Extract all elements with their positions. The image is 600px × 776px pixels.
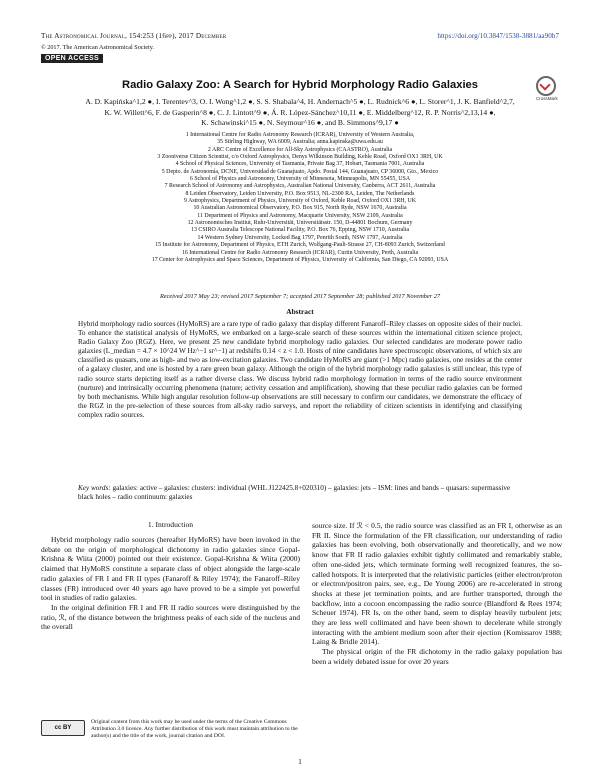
affiliation: 7 Research School of Astronomy and Astrophysics, Australian National University, Canberra, ACT 2611, Australia [164,183,436,190]
paragraph: The physical origin of the FR dichotomy in the radio galaxy population has been a widely debated issue for over 20 years [312,647,562,666]
affiliation: 1 International Centre for Radio Astronomy Research (ICRAR), University of Western Australia, [185,132,415,138]
affiliation: 10 Australian Astronomical Observatory, P.O. Box 915, North Ryde, NSW 1670, Australia [193,205,407,212]
paper-title: Radio Galaxy Zoo: A Search for Hybrid Morphology Radio Galaxies [122,79,478,91]
abstract-text: Hybrid morphology radio sources (HyMoRS) are a rare type of radio galaxy that display different Fanaroff–Riley classes on opposite sides of their nuclei. To enhance the statistical analysis of HyMoRS, we embarked on a large-scale search of these sources within the international citizen science project, Radio Galaxy Zoo (RGZ). Here, we present 25 new candidate hybrid morphology radio galaxies. Our selected candidates are moderate power radio galaxies (L_median = 4.7 × 10^24 W Hz^−1 sr^−1) at redshifts 0.14 < z < 1.0. Hosts of nine candidates have spectroscopic observations, of which six are classified as quasars, one as high- and two as low-excitation galaxies. Two candidate HyMoRS are giant (>1 Mpc) radio galaxies, one resides at the center of a galaxy cluster, and one is hosted by a rare green bean galaxy. Although the origin of the hybrid morphology radio galaxies is still unclear, this type of radio source starts depicting itself as a rather diverse class. We discuss hybrid radio morphology formation in terms of the radio source environment (nurture) and intrinsically occurring phenomena (nature; activity cessation and amplification), showing that these peculiar radio galaxies can be formed by both mechanisms. While high angular resolution follow-up observations are still necessary to confirm our candidates, we demonstrate the efficacy of the RGZ in the pre-selection of these sources from all-sky radio surveys, and report the reliability of citizen scientists in identifying and classifying complex radio sources. [78,320,522,419]
license-text: Original content from this work may be used under the terms of the Creative Commons Attribution 3.0 licence. Any further distribution of this work must maintain attribution to the author(s) and the title of the work, journal citation and DOI. [91,719,298,739]
doi-text[interactable]: https://doi.org/10.3847/1538-3881/aa90b7 [437,32,559,40]
affiliation: 15 Institute for Astronomy, Department of Physics, ETH Zurich, Wolfgang-Pauli-Strasse 27, CH-8093 Zurich, Switzerland [155,242,445,249]
affiliation: 9 Astrophysics, Department of Physics, University of Oxford, Keble Road, Oxford OX1 3RH, UK [184,198,416,205]
affiliation: 4 School of Physical Sciences, University of Tasmania, Private Bag 37, Hobart, Tasmania 7001, Australia [175,161,425,168]
doi-link[interactable] [437,32,559,40]
cc-by-icon[interactable]: cc BY [41,720,85,736]
author-list [58,97,542,129]
affiliation: 17 Center for Astrophysics and Space Sciences, Department of Physics, University of California, San Diego, CA 92093, USA [151,256,449,263]
author-line: K. Schawinski^15 ●, N. Seymour^16 ●, and B. Simmons^9,17 ● [201,118,399,127]
journal-header: The Astronomical Journal, 154:253 (16pp), 2017 December [41,32,227,40]
affiliation: 3 Zooniverse Citizen Scientist, c/o Oxford Astrophysics, Denys Wilkinson Building, Keble Road, Oxford OX1 3RH, UK [157,154,443,161]
copyright-notice: © 2017. The American Astronomical Society. [41,44,154,51]
paragraph: Hybrid morphology radio sources (hereafter HyMoRS) have been invoked in the debate on the origin of morphological dichotomy in radio galaxies since Gopal-Krishna & Wiita (2000) pointed out their existence. Gopal-Krishna & Wiita (2000) claimed that HyMoRS constitute a separate class of object alongside the large-scale radio galaxies of FR I and FR II types (Fanaroff & Riley 1974); the Fanaroff–Riley classes (FR) introduced over 40 years ago have proved to be a simple yet powerful tool in studies of radio galaxies. [41,535,300,603]
left-column [41,535,300,632]
affiliation: 12 Astronomisches Institut, Ruhr-Universität, Universitätsstr. 150, D-44801 Bochum, Germany [187,220,413,227]
section-heading: 1. Introduction [147,520,194,529]
right-column [312,521,562,667]
paragraph: In the original definition FR I and FR II radio sources were distinguished by the ratio, ℛ, of the distance between the brightness peaks of each side of the nucleus and the overall [41,602,300,632]
page-number: 1 [298,757,302,766]
affiliation: 6 School of Physics and Astronomy, University of Minnesota, Minneapolis, MN 55455, USA [189,176,411,183]
affiliation: 16 International Centre for Radio Astronomy Research (ICRAR), Curtin University, Perth, Australia [181,249,419,256]
abstract-heading: Abstract [286,307,314,316]
paragraph: source size. If ℛ < 0.5, the radio source was classified as an FR I, otherwise as an FR II. Since the formulation of the FR classification, our understanding of radio galaxies has been evolving, both observationally and theoretically, and we now know that FR II radio galaxies exhibit tightly collimated and remarkably stable, often one-sided jets, which terminate forming well recognized features, the so-called hotspots. It is interpreted that the relativistic particles (either electron/proton or electron/positron pairs, see, e.g., De Young 2006) are re-accelerated in strong shocks at these jet termination points, and are further transported, through the backflow, into a cocoon encompassing the radio source (Blandford & Rees 1974; Scheuer 1974). FR Is, on the other hand, seem to display heavily turbulent jets; they are less well collimated and have been shown to decelerate while strongly interacting with the ambient medium soon after their ejection (Komissarov 1988; Laing & Bridle 2014). [312,521,562,647]
affiliation: 5 Depto. de Astronomía, DCNE, Universidad de Guanajuato, Apdo. Postal 144, Guanajuato, CP 36000, Gto., Mexico [161,168,439,175]
affiliation: 2 ARC Centre of Excellence for All-Sky Astrophysics (CAASTRO), Australia [207,146,393,153]
affiliation: 8 Leiden Observatory, Leiden University, P.O. Box 9513, NL-2300 RA, Leiden, The Netherlands [185,190,415,197]
open-access-badge: OPEN ACCESS [41,54,103,63]
keywords-label: Key words: [78,484,111,492]
affiliation-list [50,132,550,264]
affiliation: 11 Department of Physics and Astronomy, Macquarie University, NSW 2109, Australia [197,212,403,219]
crossmark-label: CrossMark [536,96,558,101]
affiliation: 13 CSIRO Australia Telescope National Facility, P.O. Box 76, Epping, NSW 1710, Australia [191,227,409,234]
author-line: K. W. Willett^6, F. de Gasperin^8 ●, C. J. Lintott^9 ●, Á. R. López-Sánchez^10,11 ●, E. Middelberg^12, R. P. Norris^2,13,14 ●, [104,107,496,117]
author-line: A. D. Kapińska^1,2 ●, I. Terentev^3, O. I. Wong^1,2 ●, S. S. Shabala^4, H. Andernach^5 ●, L. Rudnick^6 ●, L. Storer^1, J. K. Banfield^2,7, [85,97,515,106]
affiliation: 35 Stirling Highway, WA 6009, Australia; anna.kapinska@uwa.edu.au [217,139,383,146]
keywords-text: galaxies: active – galaxies: clusters: individual (WHL J122425.8+020310) – galaxies: jets – ISM: lines and bands – quasars: supermassive black holes – radio continuum: galaxies [78,484,511,502]
publication-dates: Received 2017 May 23; revised 2017 September 7; accepted 2017 September 28; published 2017 November 27 [159,293,441,300]
license-notice [41,719,301,739]
affiliation: 14 Western Sydney University, Locked Bag 1797, Penrith South, NSW 1797, Australia [197,234,403,241]
keywords [78,484,522,502]
